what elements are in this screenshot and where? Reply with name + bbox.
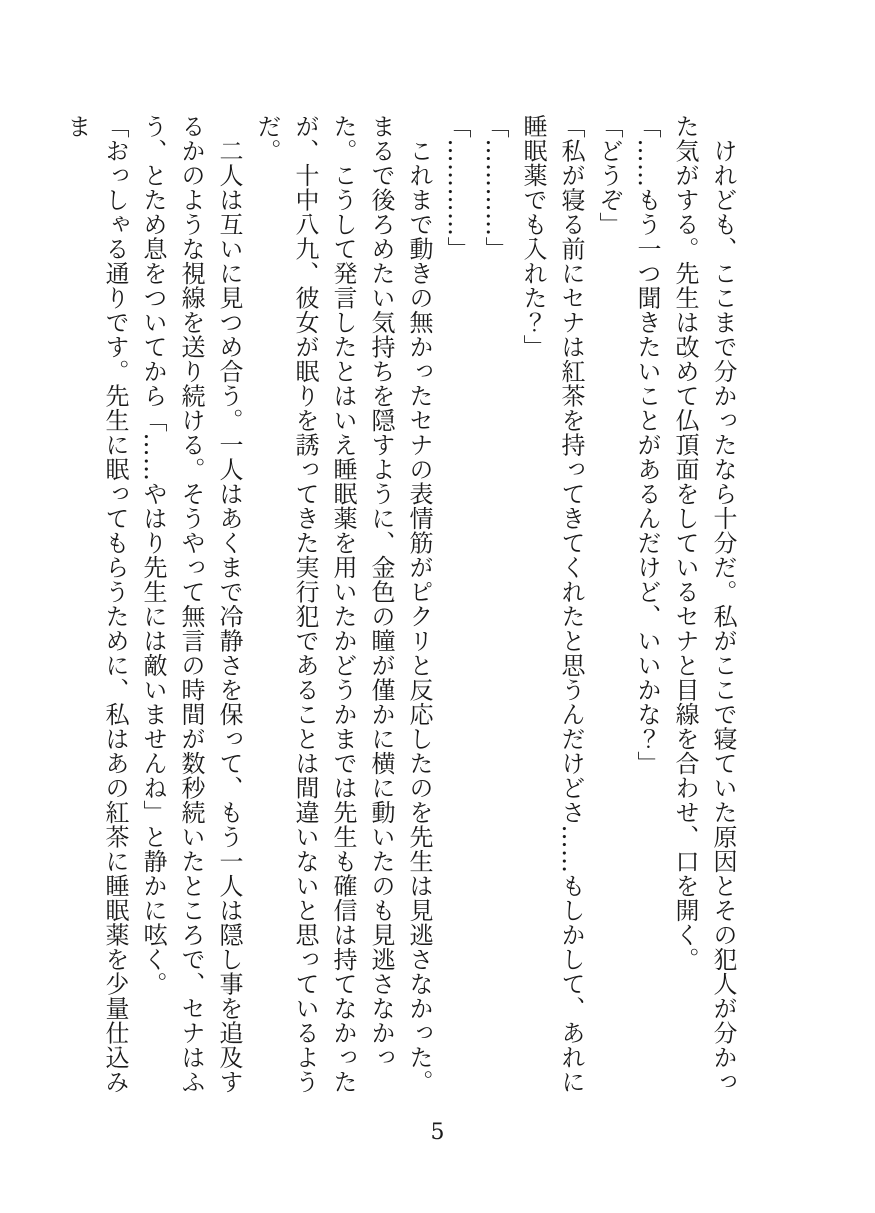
paragraph-narration: これまで動きの無かったセナの表情筋がピクリと反応したのを先生は見逃さなかった。まるで後ろめたい気持ちを隠すように、金色の瞳が僅かに横に動いたのも見逃さなかった。こうして発言したとはいえ睡眠薬を用いたかどうかまでは先生も確信は持てなかったが、十中八九、彼女が眠りを誘ってきた実行犯であることは間違いないと思っているようだ。 <box>253 114 433 1094</box>
paragraph-dialogue-silence: 「…………」 <box>481 114 509 261</box>
paragraph-narration: 二人は互いに見つめ合う。一人はあくまで冷静さを保って、もう一人は隠し事を追及するかのような視線を送り続ける。そうやって無言の時間が数秒続いたところで、セナはふう、とため息をついてから「……やはり先生には敵いませんね」と静かに呟く。 <box>139 114 243 1094</box>
paragraph-dialogue: 「おっしゃる通りです。先生に眠ってもらうために、私はあの紅茶に睡眠薬を少量仕込みま <box>63 114 129 1094</box>
paragraph-narration: けれども、ここまで分かったなら十分だ。私がここで寝ていた原因とその犯人が分かった気がする。先生は改めて仏頂面をしているセナと目線を合わせ、口を開く。 <box>671 114 737 1094</box>
page-number: 5 <box>430 1120 445 1145</box>
paragraph-dialogue-silence: 「…………」 <box>443 114 471 261</box>
paragraph-dialogue: 「私が寝る前にセナは紅茶を持ってきてくれたと思うんだけどさ……もしかして、あれに睡眠薬でも入れた？」 <box>519 114 585 1094</box>
paragraph-dialogue: 「どうぞ」 <box>595 114 623 237</box>
paragraph-dialogue: 「……もう一つ聞きたいことがあるんだけど、いいかな？」 <box>633 114 661 776</box>
vertical-text-block <box>58 114 742 1096</box>
